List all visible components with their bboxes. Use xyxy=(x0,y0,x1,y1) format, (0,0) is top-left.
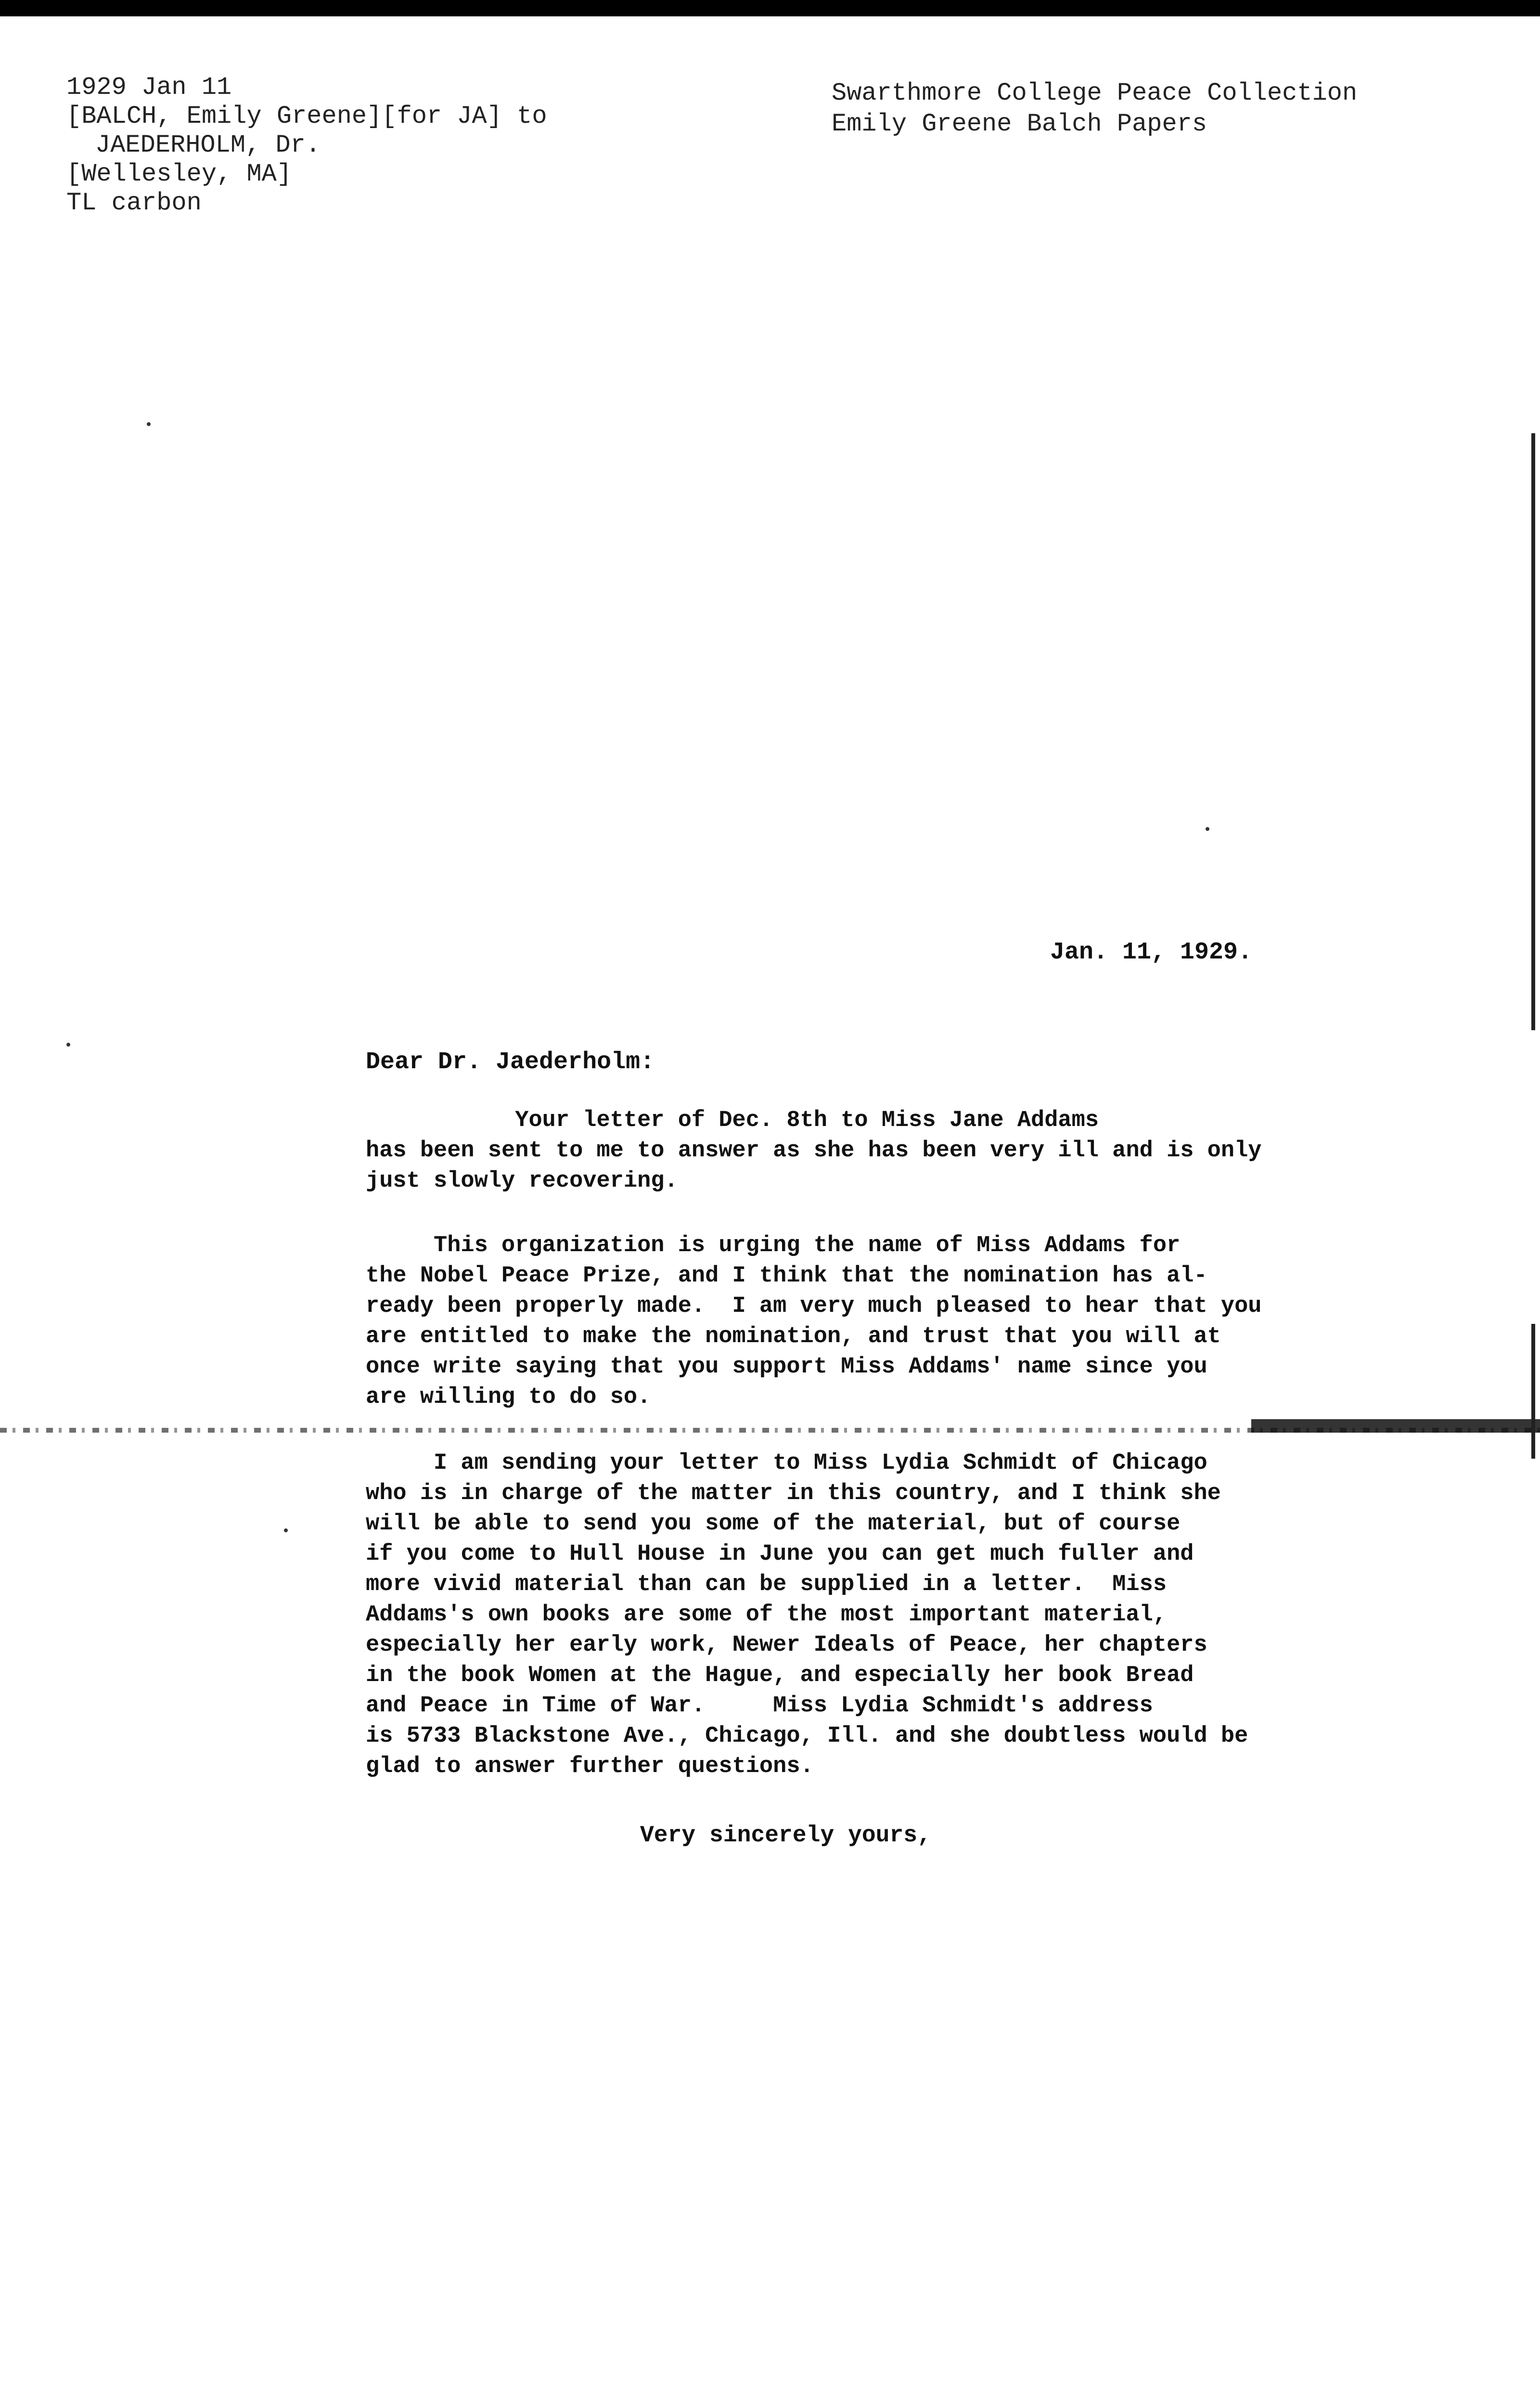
letter-closing: Very sincerely yours, xyxy=(640,1823,931,1849)
scan-speck xyxy=(284,1528,288,1532)
letter-date: Jan. 11, 1929. xyxy=(1050,939,1253,966)
collection-header xyxy=(832,78,1357,140)
letter-line: has been sent to me to answer as she has been very ill and is only xyxy=(366,1138,1262,1164)
letter-line: who is in charge of the matter in this country, and I think she xyxy=(366,1481,1221,1506)
letter-line: is 5733 Blackstone Ave., Chicago, Ill. and she doubtless would be xyxy=(366,1723,1248,1749)
letter-line: This organization is urging the name of Miss Addams for xyxy=(366,1233,1181,1258)
letter-line: and Peace in Time of War. Miss Lydia Schmidt's address xyxy=(366,1693,1153,1719)
catalog-place: [Wellesley, MA] xyxy=(66,160,292,188)
letter-line: just slowly recovering. xyxy=(366,1168,678,1194)
letter-line: will be able to send you some of the material, but of course xyxy=(366,1511,1181,1537)
catalog-type: TL carbon xyxy=(66,189,202,217)
letter-line: Your letter of Dec. 8th to Miss Jane Addams xyxy=(366,1108,1099,1133)
catalog-recipient: JAEDERHOLM, Dr. xyxy=(95,131,321,159)
scan-streak-dark xyxy=(1251,1419,1540,1433)
letter-line: once write saying that you support Miss Addams' name since you xyxy=(366,1354,1207,1380)
catalog-author: [BALCH, Emily Greene][for JA] to xyxy=(66,102,547,130)
collection-papers: Emily Greene Balch Papers xyxy=(832,110,1207,138)
letter-line: the Nobel Peace Prize, and I think that the nomination has al- xyxy=(366,1263,1207,1289)
scan-top-border xyxy=(0,0,1540,16)
scan-speck xyxy=(147,422,151,426)
collection-name: Swarthmore College Peace Collection xyxy=(832,79,1358,107)
scan-speck xyxy=(66,1043,70,1047)
letter-line: especially her early work, Newer Ideals of Peace, her chapters xyxy=(366,1632,1207,1658)
letter-line: in the book Women at the Hague, and especially her book Bread xyxy=(366,1663,1194,1688)
catalog-header xyxy=(66,73,547,218)
letter-salutation: Dear Dr. Jaederholm: xyxy=(366,1048,655,1076)
letter-paragraph-3 xyxy=(366,1448,1248,1782)
scan-edge-mark-lower xyxy=(1531,1324,1535,1459)
letter-line: if you come to Hull House in June you can get much fuller and xyxy=(366,1541,1194,1567)
letter-paragraph-2 xyxy=(366,1230,1262,1412)
letter-line: Addams's own books are some of the most important material, xyxy=(366,1602,1167,1628)
scan-speck xyxy=(1206,827,1209,831)
letter-line: more vivid material than can be supplied in a letter. Miss xyxy=(366,1572,1167,1597)
catalog-date: 1929 Jan 11 xyxy=(66,73,232,102)
letter-line: are willing to do so. xyxy=(366,1385,651,1410)
letter-line: glad to answer further questions. xyxy=(366,1754,814,1779)
letter-line: are entitled to make the nomination, and trust that you will at xyxy=(366,1324,1221,1349)
letter-line: I am sending your letter to Miss Lydia Schmidt of Chicago xyxy=(366,1450,1207,1476)
letter-line: ready been properly made. I am very much pleased to hear that you xyxy=(366,1294,1262,1319)
letter-paragraph-1 xyxy=(366,1105,1262,1196)
scan-edge-mark xyxy=(1531,433,1535,1030)
